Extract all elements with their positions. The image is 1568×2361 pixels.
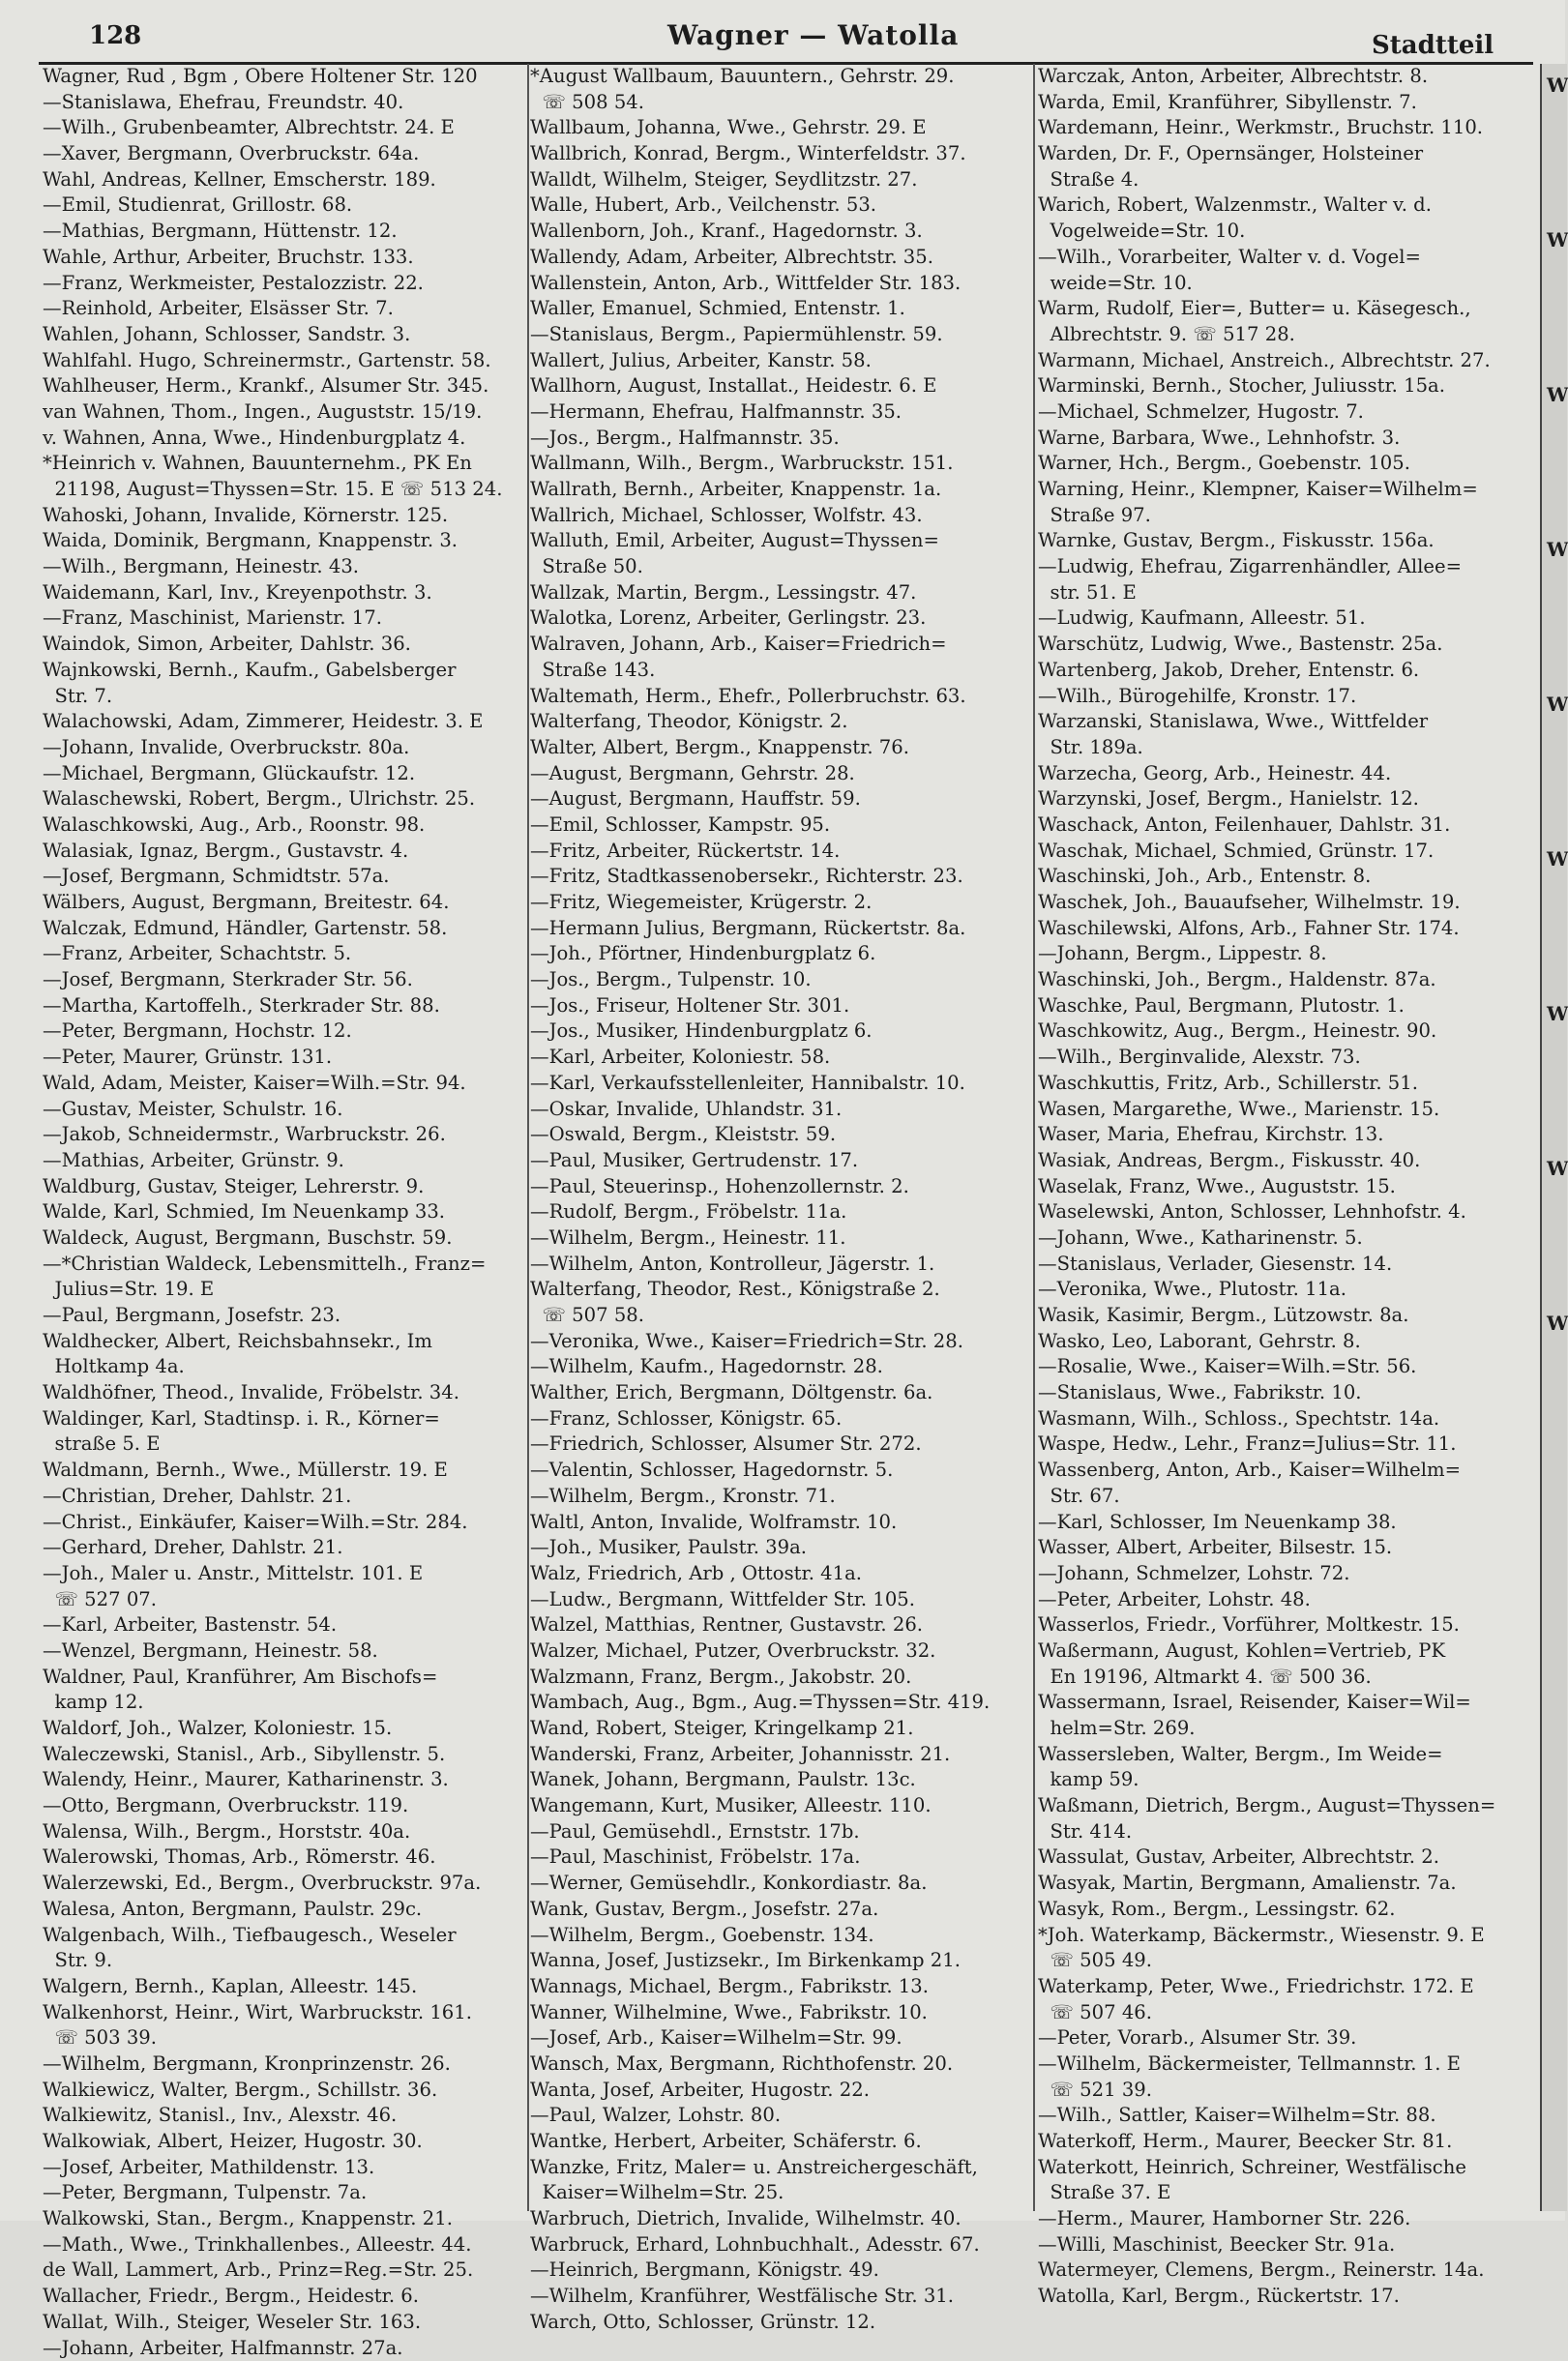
directory-entry-line: Wahle, Arthur, Arbeiter, Bruchstr. 133. [43, 245, 528, 271]
directory-entry-line: —Peter, Bergmann, Tulpenstr. 7a. [43, 2180, 528, 2206]
directory-entry-line: Wardemann, Heinr., Werkmstr., Bruchstr. 110. [1038, 115, 1520, 141]
directory-entry-line: Waldmann, Bernh., Wwe., Müllerstr. 19. E [43, 1458, 528, 1484]
directory-entry-line: —Fritz, Arbeiter, Rückertstr. 14. [530, 839, 1027, 865]
directory-entry-line: Waltl, Anton, Invalide, Wolframstr. 10. [530, 1510, 1027, 1536]
directory-entry-line: Walzmann, Franz, Bergm., Jakobstr. 20. [530, 1665, 1027, 1691]
directory-entry-line: Walerowski, Thomas, Arb., Römerstr. 46. [43, 1845, 528, 1871]
directory-entry-line: Waldinger, Karl, Stadtinsp. i. R., Körner= [43, 1406, 528, 1432]
directory-entry-line: *Joh. Waterkamp, Bäckermstr., Wiesenstr. 9. E [1038, 1923, 1520, 1949]
directory-entry-line: —Mathias, Bergmann, Hüttenstr. 12. [43, 219, 528, 245]
directory-entry-line: Walachowski, Adam, Zimmerer, Heidestr. 3. E [43, 709, 528, 735]
directory-entry-line: Albrechtstr. 9. ☏ 517 28. [1038, 322, 1520, 348]
directory-entry-line: Wallrich, Michael, Schlosser, Wolfstr. 43. [530, 503, 1027, 529]
directory-entry-line: —Wilh., Bürogehilfe, Kronstr. 17. [1038, 684, 1520, 710]
directory-entry-line: Wanna, Josef, Justizsekr., Im Birkenkamp 21. [530, 1948, 1027, 1974]
directory-entry-line: Wambach, Aug., Bgm., Aug.=Thyssen=Str. 419. [530, 1690, 1027, 1716]
directory-entry-line: Wasik, Kasimir, Bergm., Lützowstr. 8a. [1038, 1303, 1520, 1329]
directory-entry-line: Wallacher, Friedr., Bergm., Heidestr. 6. [43, 2284, 528, 2310]
directory-entry-line: —Oskar, Invalide, Uhlandstr. 31. [530, 1097, 1027, 1123]
directory-entry-line: —Franz, Werkmeister, Pestalozzistr. 22. [43, 271, 528, 297]
directory-entry-line: ☏ 508 54. [530, 90, 1027, 116]
directory-entry-line: —Joh., Maler u. Anstr., Mittelstr. 101. E [43, 1561, 528, 1587]
directory-entry-line: —Paul, Bergmann, Josefstr. 23. [43, 1303, 528, 1329]
directory-entry-line: —Martha, Kartoffelh., Sterkrader Str. 88. [43, 993, 528, 1019]
directory-entry-line: Walde, Karl, Schmied, Im Neuenkamp 33. [43, 1199, 528, 1225]
directory-entry-line: —Jos., Bergm., Tulpenstr. 10. [530, 967, 1027, 993]
directory-entry-line: Waselewski, Anton, Schlosser, Lehnhofstr. 4. [1038, 1199, 1520, 1225]
directory-entry-line: Wallzak, Martin, Bergm., Lessingstr. 47. [530, 580, 1027, 606]
directory-entry-line: ☏ 507 46. [1038, 2000, 1520, 2026]
directory-entry-line: Wahoski, Johann, Invalide, Körnerstr. 125. [43, 503, 528, 529]
directory-entry-line: —Karl, Arbeiter, Bastenstr. 54. [43, 1612, 528, 1638]
directory-entry-line: Wanzke, Fritz, Maler= u. Anstreichergeschäft, [530, 2155, 1027, 2181]
directory-entry-line: —Gerhard, Dreher, Dahlstr. 21. [43, 1535, 528, 1561]
directory-entry-line: —Wilh., Berginvalide, Alexstr. 73. [1038, 1045, 1520, 1071]
directory-entry-line: ☏ 507 58. [530, 1303, 1027, 1329]
directory-entry-line: Wassermann, Israel, Reisender, Kaiser=Wil= [1038, 1690, 1520, 1716]
directory-entry-line: —Johann, Invalide, Overbruckstr. 80a. [43, 735, 528, 761]
column-2 [530, 64, 1027, 2211]
directory-entry-line: Waspe, Hedw., Lehr., Franz=Julius=Str. 11. [1038, 1431, 1520, 1458]
directory-entry-line: Wasen, Margarethe, Wwe., Marienstr. 15. [1038, 1097, 1520, 1123]
directory-entry-line: —Emil, Studienrat, Grillostr. 68. [43, 192, 528, 219]
directory-entry-line: Straße 143. [530, 658, 1027, 684]
directory-entry-line: —Wilhelm, Kranführer, Westfälische Str. 31. [530, 2284, 1027, 2310]
directory-entry-line: —Josef, Bergmann, Sterkrader Str. 56. [43, 967, 528, 993]
directory-entry-line: Straße 37. E [1038, 2180, 1520, 2206]
edge-letter: W [1547, 847, 1568, 871]
directory-entry-line: —*Christian Waldeck, Lebensmittelh., Franz= [43, 1252, 528, 1278]
directory-entry-line: Warch, Otto, Schlosser, Grünstr. 12. [530, 2310, 1027, 2336]
directory-entry-line: Walaschewski, Robert, Bergm., Ulrichstr. 25. [43, 786, 528, 812]
directory-entry-line: Waldburg, Gustav, Steiger, Lehrerstr. 9. [43, 1174, 528, 1200]
directory-entry-line: Waßmann, Dietrich, Bergm., August=Thyssen= [1038, 1793, 1520, 1819]
directory-entry-line: Walkowski, Stan., Bergm., Knappenstr. 21. [43, 2206, 528, 2232]
directory-entry-line: —Johann, Bergm., Lippestr. 8. [1038, 941, 1520, 967]
directory-entry-line: v. Wahnen, Anna, Wwe., Hindenburgplatz 4. [43, 426, 528, 452]
directory-entry-line: Warminski, Bernh., Stocher, Juliusstr. 15a. [1038, 373, 1520, 399]
directory-entry-line: Warzynski, Josef, Bergm., Hanielstr. 12. [1038, 786, 1520, 812]
directory-entry-line: —Valentin, Schlosser, Hagedornstr. 5. [530, 1458, 1027, 1484]
directory-entry-line: —Ludw., Bergmann, Wittfelder Str. 105. [530, 1587, 1027, 1613]
directory-entry-line: Warbruck, Erhard, Lohnbuchhalt., Adesstr. 67. [530, 2232, 1027, 2258]
directory-entry-line: —Math., Wwe., Trinkhallenbes., Alleestr. 44. [43, 2232, 528, 2258]
directory-entry-line: Warnke, Gustav, Bergm., Fiskusstr. 156a. [1038, 528, 1520, 554]
directory-entry-line: —Heinrich, Bergmann, Königstr. 49. [530, 2258, 1027, 2284]
directory-entry-line: ☏ 505 49. [1038, 1948, 1520, 1974]
page-number: 128 [89, 21, 141, 50]
directory-entry-line: —Christ., Einkäufer, Kaiser=Wilh.=Str. 284. [43, 1510, 528, 1536]
directory-entry-line: Warzecha, Georg, Arb., Heinestr. 44. [1038, 761, 1520, 787]
directory-entry-line: Walldt, Wilhelm, Steiger, Seydlitzstr. 27. [530, 167, 1027, 193]
directory-entry-line: —Wilh., Sattler, Kaiser=Wilhelm=Str. 88. [1038, 2103, 1520, 2129]
directory-entry-line: Walter, Albert, Bergm., Knappenstr. 76. [530, 735, 1027, 761]
directory-entry-line: van Wahnen, Thom., Ingen., Auguststr. 15/19. [43, 399, 528, 426]
directory-entry-line: —Franz, Arbeiter, Schachtstr. 5. [43, 941, 528, 967]
directory-entry-line: —August, Bergmann, Hauffstr. 59. [530, 786, 1027, 812]
directory-entry-line: —Otto, Bergmann, Overbruckstr. 119. [43, 1793, 528, 1819]
directory-entry-line: Str. 67. [1038, 1484, 1520, 1510]
directory-entry-line: Str. 189a. [1038, 735, 1520, 761]
directory-entry-line: Walther, Erich, Bergmann, Döltgenstr. 6a. [530, 1380, 1027, 1406]
directory-entry-line: Wallenstein, Anton, Arb., Wittfelder Str. 183. [530, 271, 1027, 297]
directory-entry-line: Walraven, Johann, Arb., Kaiser=Friedrich= [530, 632, 1027, 658]
directory-entry-line: —Wilh., Grubenbeamter, Albrechtstr. 24. E [43, 115, 528, 141]
directory-entry-line: —Gustav, Meister, Schulstr. 16. [43, 1097, 528, 1123]
adjacent-page-edge [1540, 64, 1567, 2211]
directory-entry-line: Str. 9. [43, 1948, 528, 1974]
directory-entry-line: —Stanislaus, Bergm., Papiermühlenstr. 59. [530, 322, 1027, 348]
directory-entry-line: Waidemann, Karl, Inv., Kreyenpothstr. 3. [43, 580, 528, 606]
directory-entry-line: Waschinski, Joh., Bergm., Haldenstr. 87a. [1038, 967, 1520, 993]
directory-entry-line: de Wall, Lammert, Arb., Prinz=Reg.=Str. 25. [43, 2258, 528, 2284]
directory-entry-line: —Peter, Maurer, Grünstr. 131. [43, 1045, 528, 1071]
directory-entry-line: —Joh., Pförtner, Hindenburgplatz 6. [530, 941, 1027, 967]
directory-entry-line: Walerzewski, Ed., Bergm., Overbruckstr. 97a. [43, 1871, 528, 1897]
directory-entry-line: —Jos., Musiker, Hindenburgplatz 6. [530, 1018, 1027, 1045]
directory-entry-line: Wassersleben, Walter, Bergm., Im Weide= [1038, 1742, 1520, 1768]
edge-letter: W [1547, 228, 1568, 251]
directory-entry-line: Walensa, Wilh., Bergm., Horststr. 40a. [43, 1819, 528, 1845]
directory-entry-line: Wanta, Josef, Arbeiter, Hugostr. 22. [530, 2078, 1027, 2104]
directory-entry-line: Walotka, Lorenz, Arbeiter, Gerlingstr. 23. [530, 605, 1027, 632]
directory-entry-line: ☏ 527 07. [43, 1587, 528, 1613]
directory-entry-line: —Wilh., Bergmann, Heinestr. 43. [43, 554, 528, 580]
directory-entry-line: Wasyk, Rom., Bergm., Lessingstr. 62. [1038, 1897, 1520, 1923]
directory-entry-line: —Stanislaus, Wwe., Fabrikstr. 10. [1038, 1380, 1520, 1406]
directory-entry-line: —Rosalie, Wwe., Kaiser=Wilh.=Str. 56. [1038, 1354, 1520, 1380]
directory-entry-line: —August, Bergmann, Gehrstr. 28. [530, 761, 1027, 787]
directory-entry-line: Walaschkowski, Aug., Arb., Roonstr. 98. [43, 812, 528, 839]
directory-entry-line: —Michael, Bergmann, Glückaufstr. 12. [43, 761, 528, 787]
directory-entry-line: Warda, Emil, Kranführer, Sibyllenstr. 7. [1038, 90, 1520, 116]
column-1 [43, 64, 528, 2211]
directory-entry-line: kamp 12. [43, 1690, 528, 1716]
directory-entry-line: —Johann, Arbeiter, Halfmannstr. 27a. [43, 2336, 528, 2361]
directory-entry-line: —Ludwig, Kaufmann, Alleestr. 51. [1038, 605, 1520, 632]
directory-entry-line: Walczak, Edmund, Händler, Gartenstr. 58. [43, 916, 528, 942]
directory-entry-line: ☏ 503 39. [43, 2025, 528, 2051]
directory-entry-line: Waselak, Franz, Wwe., Auguststr. 15. [1038, 1174, 1520, 1200]
directory-entry-line: Warne, Barbara, Wwe., Lehnhofstr. 3. [1038, 426, 1520, 452]
directory-entry-line: —Karl, Arbeiter, Koloniestr. 58. [530, 1045, 1027, 1071]
directory-entry-line: Walesa, Anton, Bergmann, Paulstr. 29c. [43, 1897, 528, 1923]
directory-entry-line: Walkiewicz, Walter, Bergm., Schillstr. 36. [43, 2078, 528, 2104]
directory-entry-line: Warbruch, Dietrich, Invalide, Wilhelmstr. 40. [530, 2206, 1027, 2232]
directory-entry-line: Waschilewski, Alfons, Arb., Fahner Str. 174. [1038, 916, 1520, 942]
directory-entry-line: —Werner, Gemüsehdlr., Konkordiastr. 8a. [530, 1871, 1027, 1897]
directory-entry-line: str. 51. E [1038, 580, 1520, 606]
directory-entry-line: Waschke, Paul, Bergmann, Plutostr. 1. [1038, 993, 1520, 1019]
directory-entry-line: Wassenberg, Anton, Arb., Kaiser=Wilhelm= [1038, 1458, 1520, 1484]
directory-entry-line: Wallbrich, Konrad, Bergm., Winterfeldstr. 37. [530, 141, 1027, 167]
page-header [0, 17, 1565, 60]
directory-entry-line: —Hermann Julius, Bergmann, Rückertstr. 8a. [530, 916, 1027, 942]
directory-entry-line: Wallendy, Adam, Arbeiter, Albrechtstr. 35. [530, 245, 1027, 271]
directory-entry-line: Wagner, Rud , Bgm , Obere Holtener Str. 120 [43, 64, 528, 90]
directory-entry-line: Wallbaum, Johanna, Wwe., Gehrstr. 29. E [530, 115, 1027, 141]
directory-entry-line: —Ludwig, Ehefrau, Zigarrenhändler, Allee= [1038, 554, 1520, 580]
directory-entry-line: —Emil, Schlosser, Kampstr. 95. [530, 812, 1027, 839]
directory-entry-line: ☏ 521 39. [1038, 2078, 1520, 2104]
directory-entry-line: —Josef, Arbeiter, Mathildenstr. 13. [43, 2155, 528, 2181]
directory-entry-line: Waser, Maria, Ehefrau, Kirchstr. 13. [1038, 1122, 1520, 1148]
directory-entry-line: Wald, Adam, Meister, Kaiser=Wilh.=Str. 94. [43, 1071, 528, 1097]
directory-entry-line: —Wilh., Vorarbeiter, Walter v. d. Vogel= [1038, 245, 1520, 271]
directory-entry-line: Straße 97. [1038, 503, 1520, 529]
directory-entry-line: Julius=Str. 19. E [43, 1277, 528, 1303]
directory-entry-line: —Johann, Schmelzer, Lohstr. 72. [1038, 1561, 1520, 1587]
directory-entry-line: Wallhorn, August, Installat., Heidestr. 6. E [530, 373, 1027, 399]
directory-entry-line: —Friedrich, Schlosser, Alsumer Str. 272. [530, 1431, 1027, 1458]
directory-entry-line: Wälbers, August, Bergmann, Breitestr. 64. [43, 890, 528, 916]
directory-entry-line: Waschak, Michael, Schmied, Grünstr. 17. [1038, 839, 1520, 865]
directory-entry-line: Watermeyer, Clemens, Bergm., Reinerstr. 14a. [1038, 2258, 1520, 2284]
directory-entry-line: Wannags, Michael, Bergm., Fabrikstr. 13. [530, 1974, 1027, 2000]
directory-entry-line: —Josef, Bergmann, Schmidtstr. 57a. [43, 864, 528, 890]
directory-entry-line: —Paul, Walzer, Lohstr. 80. [530, 2103, 1027, 2129]
directory-entry-line: Warzanski, Stanislawa, Wwe., Wittfelder [1038, 709, 1520, 735]
directory-entry-line: Wank, Gustav, Bergm., Josefstr. 27a. [530, 1897, 1027, 1923]
directory-entry-line: Wasyak, Martin, Bergmann, Amalienstr. 7a. [1038, 1871, 1520, 1897]
directory-entry-line: Str. 7. [43, 684, 528, 710]
directory-entry-line: —Mathias, Arbeiter, Grünstr. 9. [43, 1148, 528, 1174]
directory-entry-line: —Jos., Bergm., Halfmannstr. 35. [530, 426, 1027, 452]
directory-entry-line: Warmann, Michael, Anstreich., Albrechtstr. 27. [1038, 348, 1520, 374]
directory-entry-line: Waterkott, Heinrich, Schreiner, Westfälische [1038, 2155, 1520, 2181]
directory-entry-line: kamp 59. [1038, 1767, 1520, 1793]
directory-entry-line: —Oswald, Bergm., Kleiststr. 59. [530, 1122, 1027, 1148]
directory-entry-line: —Paul, Maschinist, Fröbelstr. 17a. [530, 1845, 1027, 1871]
directory-entry-line: Waldorf, Joh., Walzer, Koloniestr. 15. [43, 1716, 528, 1742]
directory-entry-line: Waschek, Joh., Bauaufseher, Wilhelmstr. 19. [1038, 890, 1520, 916]
column-3 [1038, 64, 1520, 2211]
directory-entry-line: Walgenbach, Wilh., Tiefbaugesch., Weseler [43, 1923, 528, 1949]
directory-entry-line: Walgern, Bernh., Kaplan, Alleestr. 145. [43, 1974, 528, 2000]
directory-entry-line: —Paul, Gemüsehdl., Ernststr. 17b. [530, 1819, 1027, 1845]
directory-entry-line: —Wilhelm, Bäckermeister, Tellmannstr. 1. E [1038, 2051, 1520, 2078]
directory-entry-line: Wasko, Leo, Laborant, Gehrstr. 8. [1038, 1329, 1520, 1355]
directory-entry-line: —Reinhold, Arbeiter, Elsässer Str. 7. [43, 296, 528, 322]
directory-entry-line: Wallenborn, Joh., Kranf., Hagedornstr. 3. [530, 219, 1027, 245]
directory-entry-line: —Karl, Schlosser, Im Neuenkamp 38. [1038, 1510, 1520, 1536]
directory-entry-line: Wansch, Max, Bergmann, Richthofenstr. 20. [530, 2051, 1027, 2078]
directory-entry-line: Vogelweide=Str. 10. [1038, 219, 1520, 245]
directory-entry-line: —Paul, Steuerinsp., Hohenzollernstr. 2. [530, 1174, 1027, 1200]
directory-entry-line: Wahl, Andreas, Kellner, Emscherstr. 189. [43, 167, 528, 193]
directory-entry-line: —Josef, Arb., Kaiser=Wilhelm=Str. 99. [530, 2025, 1027, 2051]
directory-entry-line: —Veronika, Wwe., Kaiser=Friedrich=Str. 28. [530, 1329, 1027, 1355]
directory-entry-line: straße 5. E [43, 1431, 528, 1458]
edge-letter: W [1547, 74, 1568, 97]
directory-entry-line: weide=Str. 10. [1038, 271, 1520, 297]
directory-entry-line: —Franz, Schlosser, Königstr. 65. [530, 1406, 1027, 1432]
directory-entry-line: Wallrath, Bernh., Arbeiter, Knappenstr. 1a. [530, 477, 1027, 503]
edge-letter: W [1547, 1002, 1568, 1025]
directory-entry-line: Walz, Friedrich, Arb , Ottostr. 41a. [530, 1561, 1027, 1587]
directory-entry-line: *August Wallbaum, Bauuntern., Gehrstr. 29. [530, 64, 1027, 90]
directory-entry-line: Straße 50. [530, 554, 1027, 580]
directory-entry-line: Walzer, Michael, Putzer, Overbruckstr. 32. [530, 1638, 1027, 1665]
directory-entry-line: Wallmann, Wilh., Bergm., Warbruckstr. 151. [530, 451, 1027, 477]
directory-entry-line: —Herm., Maurer, Hamborner Str. 226. [1038, 2206, 1520, 2232]
directory-entry-line: Wanek, Johann, Bergmann, Paulstr. 13c. [530, 1767, 1027, 1793]
directory-entry-line: —Johann, Wwe., Katharinenstr. 5. [1038, 1225, 1520, 1252]
directory-entry-line: —Wilhelm, Bergm., Kronstr. 71. [530, 1484, 1027, 1510]
directory-entry-line: Warden, Dr. F., Opernsänger, Holsteiner [1038, 141, 1520, 167]
directory-entry-line: Warner, Hch., Bergm., Goebenstr. 105. [1038, 451, 1520, 477]
directory-entry-line: Wahlfahl. Hugo, Schreinermstr., Gartenstr. 58. [43, 348, 528, 374]
column-divider [1033, 64, 1035, 2211]
directory-entry-line: —Jos., Friseur, Holtener Str. 301. [530, 993, 1027, 1019]
directory-entry-line: Walkowiak, Albert, Heizer, Hugostr. 30. [43, 2129, 528, 2155]
edge-letter: W [1547, 538, 1568, 561]
directory-entry-line: Wasserlos, Friedr., Vorführer, Moltkestr. 15. [1038, 1612, 1520, 1638]
directory-entry-line: —Wilhelm, Bergmann, Kronprinzenstr. 26. [43, 2051, 528, 2078]
directory-entry-line: Waschack, Anton, Feilenhauer, Dahlstr. 31. [1038, 812, 1520, 839]
directory-entry-line: —Peter, Bergmann, Hochstr. 12. [43, 1018, 528, 1045]
directory-entry-line: Wahlheuser, Herm., Krankf., Alsumer Str. 345. [43, 373, 528, 399]
directory-entry-line: Walasiak, Ignaz, Bergm., Gustavstr. 4. [43, 839, 528, 865]
edge-letter: W [1547, 1312, 1568, 1335]
directory-entry-line: Wallat, Wilh., Steiger, Weseler Str. 163. [43, 2310, 528, 2336]
directory-entry-line: Holtkamp 4a. [43, 1354, 528, 1380]
directory-entry-line: Waschkowitz, Aug., Bergm., Heinestr. 90. [1038, 1018, 1520, 1045]
directory-entry-line: Waterkoff, Herm., Maurer, Beecker Str. 81. [1038, 2129, 1520, 2155]
column-divider [527, 64, 529, 2211]
directory-entry-line: *Heinrich v. Wahnen, Bauunternehm., PK En [43, 451, 528, 477]
directory-entry-line: —Wenzel, Bergmann, Heinestr. 58. [43, 1638, 528, 1665]
directory-entry-line: Wangemann, Kurt, Musiker, Alleestr. 110. [530, 1793, 1027, 1819]
directory-entry-line: —Wilhelm, Anton, Kontrolleur, Jägerstr. 1. [530, 1252, 1027, 1278]
directory-entry-line: Kaiser=Wilhelm=Str. 25. [530, 2180, 1027, 2206]
directory-entry-line: Waschkuttis, Fritz, Arb., Schillerstr. 51. [1038, 1071, 1520, 1097]
directory-entry-line: —Peter, Arbeiter, Lohstr. 48. [1038, 1587, 1520, 1613]
directory-entry-line: Warschütz, Ludwig, Wwe., Bastenstr. 25a. [1038, 632, 1520, 658]
directory-entry-line: helm=Str. 269. [1038, 1716, 1520, 1742]
directory-entry-line: Waßermann, August, Kohlen=Vertrieb, PK [1038, 1638, 1520, 1665]
directory-entry-line: Waller, Emanuel, Schmied, Entenstr. 1. [530, 296, 1027, 322]
edge-letter: W [1547, 693, 1568, 716]
directory-entry-line: Waida, Dominik, Bergmann, Knappenstr. 3. [43, 528, 528, 554]
directory-entry-line: Waldhecker, Albert, Reichsbahnsekr., Im [43, 1329, 528, 1355]
directory-entry-line: Wasiak, Andreas, Bergm., Fiskusstr. 40. [1038, 1148, 1520, 1174]
directory-entry-line: —Wilhelm, Kaufm., Hagedornstr. 28. [530, 1354, 1027, 1380]
directory-entry-line: —Xaver, Bergmann, Overbruckstr. 64a. [43, 141, 528, 167]
directory-entry-line: Waltemath, Herm., Ehefr., Pollerbruchstr. 63. [530, 684, 1027, 710]
directory-entry-line: Wallert, Julius, Arbeiter, Kanstr. 58. [530, 348, 1027, 374]
directory-entry-line: Warczak, Anton, Arbeiter, Albrechtstr. 8. [1038, 64, 1520, 90]
section-label: Stadtteil [1372, 31, 1494, 60]
directory-entry-line: Warm, Rudolf, Eier=, Butter= u. Käsegesch., [1038, 296, 1520, 322]
directory-entry-line: Waleczewski, Stanisl., Arb., Sibyllenstr. 5. [43, 1742, 528, 1768]
directory-entry-line: —Paul, Musiker, Gertrudenstr. 17. [530, 1148, 1027, 1174]
directory-entry-line: Warning, Heinr., Klempner, Kaiser=Wilhelm= [1038, 477, 1520, 503]
directory-entry-line: Wasmann, Wilh., Schloss., Spechtstr. 14a. [1038, 1406, 1520, 1432]
directory-entry-line: Walkenhorst, Heinr., Wirt, Warbruckstr. 161. [43, 2000, 528, 2026]
directory-entry-line: —Hermann, Ehefrau, Halfmannstr. 35. [530, 399, 1027, 426]
directory-entry-line: —Wilhelm, Bergm., Heinestr. 11. [530, 1225, 1027, 1252]
directory-entry-line: —Jakob, Schneidermstr., Warbruckstr. 26. [43, 1122, 528, 1148]
directory-entry-line: Wanderski, Franz, Arbeiter, Johannisstr. 21. [530, 1742, 1027, 1768]
directory-entry-line: Straße 4. [1038, 167, 1520, 193]
directory-entry-line: —Stanislaus, Verlader, Giesenstr. 14. [1038, 1252, 1520, 1278]
directory-entry-line: Watolla, Karl, Bergm., Rückertstr. 17. [1038, 2284, 1520, 2310]
directory-entry-line: —Joh., Musiker, Paulstr. 39a. [530, 1535, 1027, 1561]
directory-entry-line: Wantke, Herbert, Arbeiter, Schäferstr. 6. [530, 2129, 1027, 2155]
directory-entry-line: —Rudolf, Bergm., Fröbelstr. 11a. [530, 1199, 1027, 1225]
directory-entry-line: —Christian, Dreher, Dahlstr. 21. [43, 1484, 528, 1510]
directory-entry-line: —Veronika, Wwe., Plutostr. 11a. [1038, 1277, 1520, 1303]
directory-entry-line: Wahlen, Johann, Schlosser, Sandstr. 3. [43, 322, 528, 348]
directory-entry-line: Wanner, Wilhelmine, Wwe., Fabrikstr. 10. [530, 2000, 1027, 2026]
directory-entry-line: Wassulat, Gustav, Arbeiter, Albrechtstr. 2. [1038, 1845, 1520, 1871]
directory-entry-line: Wand, Robert, Steiger, Kringelkamp 21. [530, 1716, 1027, 1742]
directory-entry-line: Waldhöfner, Theod., Invalide, Fröbelstr. 34. [43, 1380, 528, 1406]
directory-entry-line: Warich, Robert, Walzenmstr., Walter v. d. [1038, 192, 1520, 219]
directory-entry-line: Waindok, Simon, Arbeiter, Dahlstr. 36. [43, 632, 528, 658]
directory-entry-line: Waterkamp, Peter, Wwe., Friedrichstr. 172. E [1038, 1974, 1520, 2000]
directory-entry-line: 21198, August=Thyssen=Str. 15. E ☏ 513 24. [43, 477, 528, 503]
directory-entry-line: Str. 414. [1038, 1819, 1520, 1845]
directory-entry-line: Walluth, Emil, Arbeiter, August=Thyssen= [530, 528, 1027, 554]
directory-entry-line: En 19196, Altmarkt 4. ☏ 500 36. [1038, 1665, 1520, 1691]
edge-letter: W [1547, 1157, 1568, 1180]
directory-entry-line: Wajnkowski, Bernh., Kaufm., Gabelsberger [43, 658, 528, 684]
directory-entry-line: Waschinski, Joh., Arb., Entenstr. 8. [1038, 864, 1520, 890]
directory-entry-line: —Stanislawa, Ehefrau, Freundstr. 40. [43, 90, 528, 116]
directory-entry-line: —Wilhelm, Bergm., Goebenstr. 134. [530, 1923, 1027, 1949]
directory-entry-line: —Karl, Verkaufsstellenleiter, Hannibalstr. 10. [530, 1071, 1027, 1097]
directory-entry-line: Wasser, Albert, Arbeiter, Bilsestr. 15. [1038, 1535, 1520, 1561]
directory-entry-line: Waldeck, August, Bergmann, Buschstr. 59. [43, 1225, 528, 1252]
directory-entry-line: Walle, Hubert, Arb., Veilchenstr. 53. [530, 192, 1027, 219]
directory-entry-line: Waldner, Paul, Kranführer, Am Bischofs= [43, 1665, 528, 1691]
directory-entry-line: Walkiewitz, Stanisl., Inv., Alexstr. 46. [43, 2103, 528, 2129]
directory-entry-line: —Franz, Maschinist, Marienstr. 17. [43, 605, 528, 632]
directory-entry-line: —Fritz, Wiegemeister, Krügerstr. 2. [530, 890, 1027, 916]
directory-entry-line: Walterfang, Theodor, Rest., Königstraße 2. [530, 1277, 1027, 1303]
directory-entry-line: Walendy, Heinr., Maurer, Katharinenstr. 3. [43, 1767, 528, 1793]
directory-entry-line: Walterfang, Theodor, Königstr. 2. [530, 709, 1027, 735]
page-title: Wagner — Watolla [667, 19, 959, 51]
directory-entry-line: Wartenberg, Jakob, Dreher, Entenstr. 6. [1038, 658, 1520, 684]
directory-entry-line: Walzel, Matthias, Rentner, Gustavstr. 26. [530, 1612, 1027, 1638]
directory-entry-line: —Fritz, Stadtkassenobersekr., Richterstr. 23. [530, 864, 1027, 890]
edge-letter: W [1547, 383, 1568, 406]
directory-entry-line: —Michael, Schmelzer, Hugostr. 7. [1038, 399, 1520, 426]
directory-entry-line: —Peter, Vorarb., Alsumer Str. 39. [1038, 2025, 1520, 2051]
directory-entry-line: —Willi, Maschinist, Beecker Str. 91a. [1038, 2232, 1520, 2258]
